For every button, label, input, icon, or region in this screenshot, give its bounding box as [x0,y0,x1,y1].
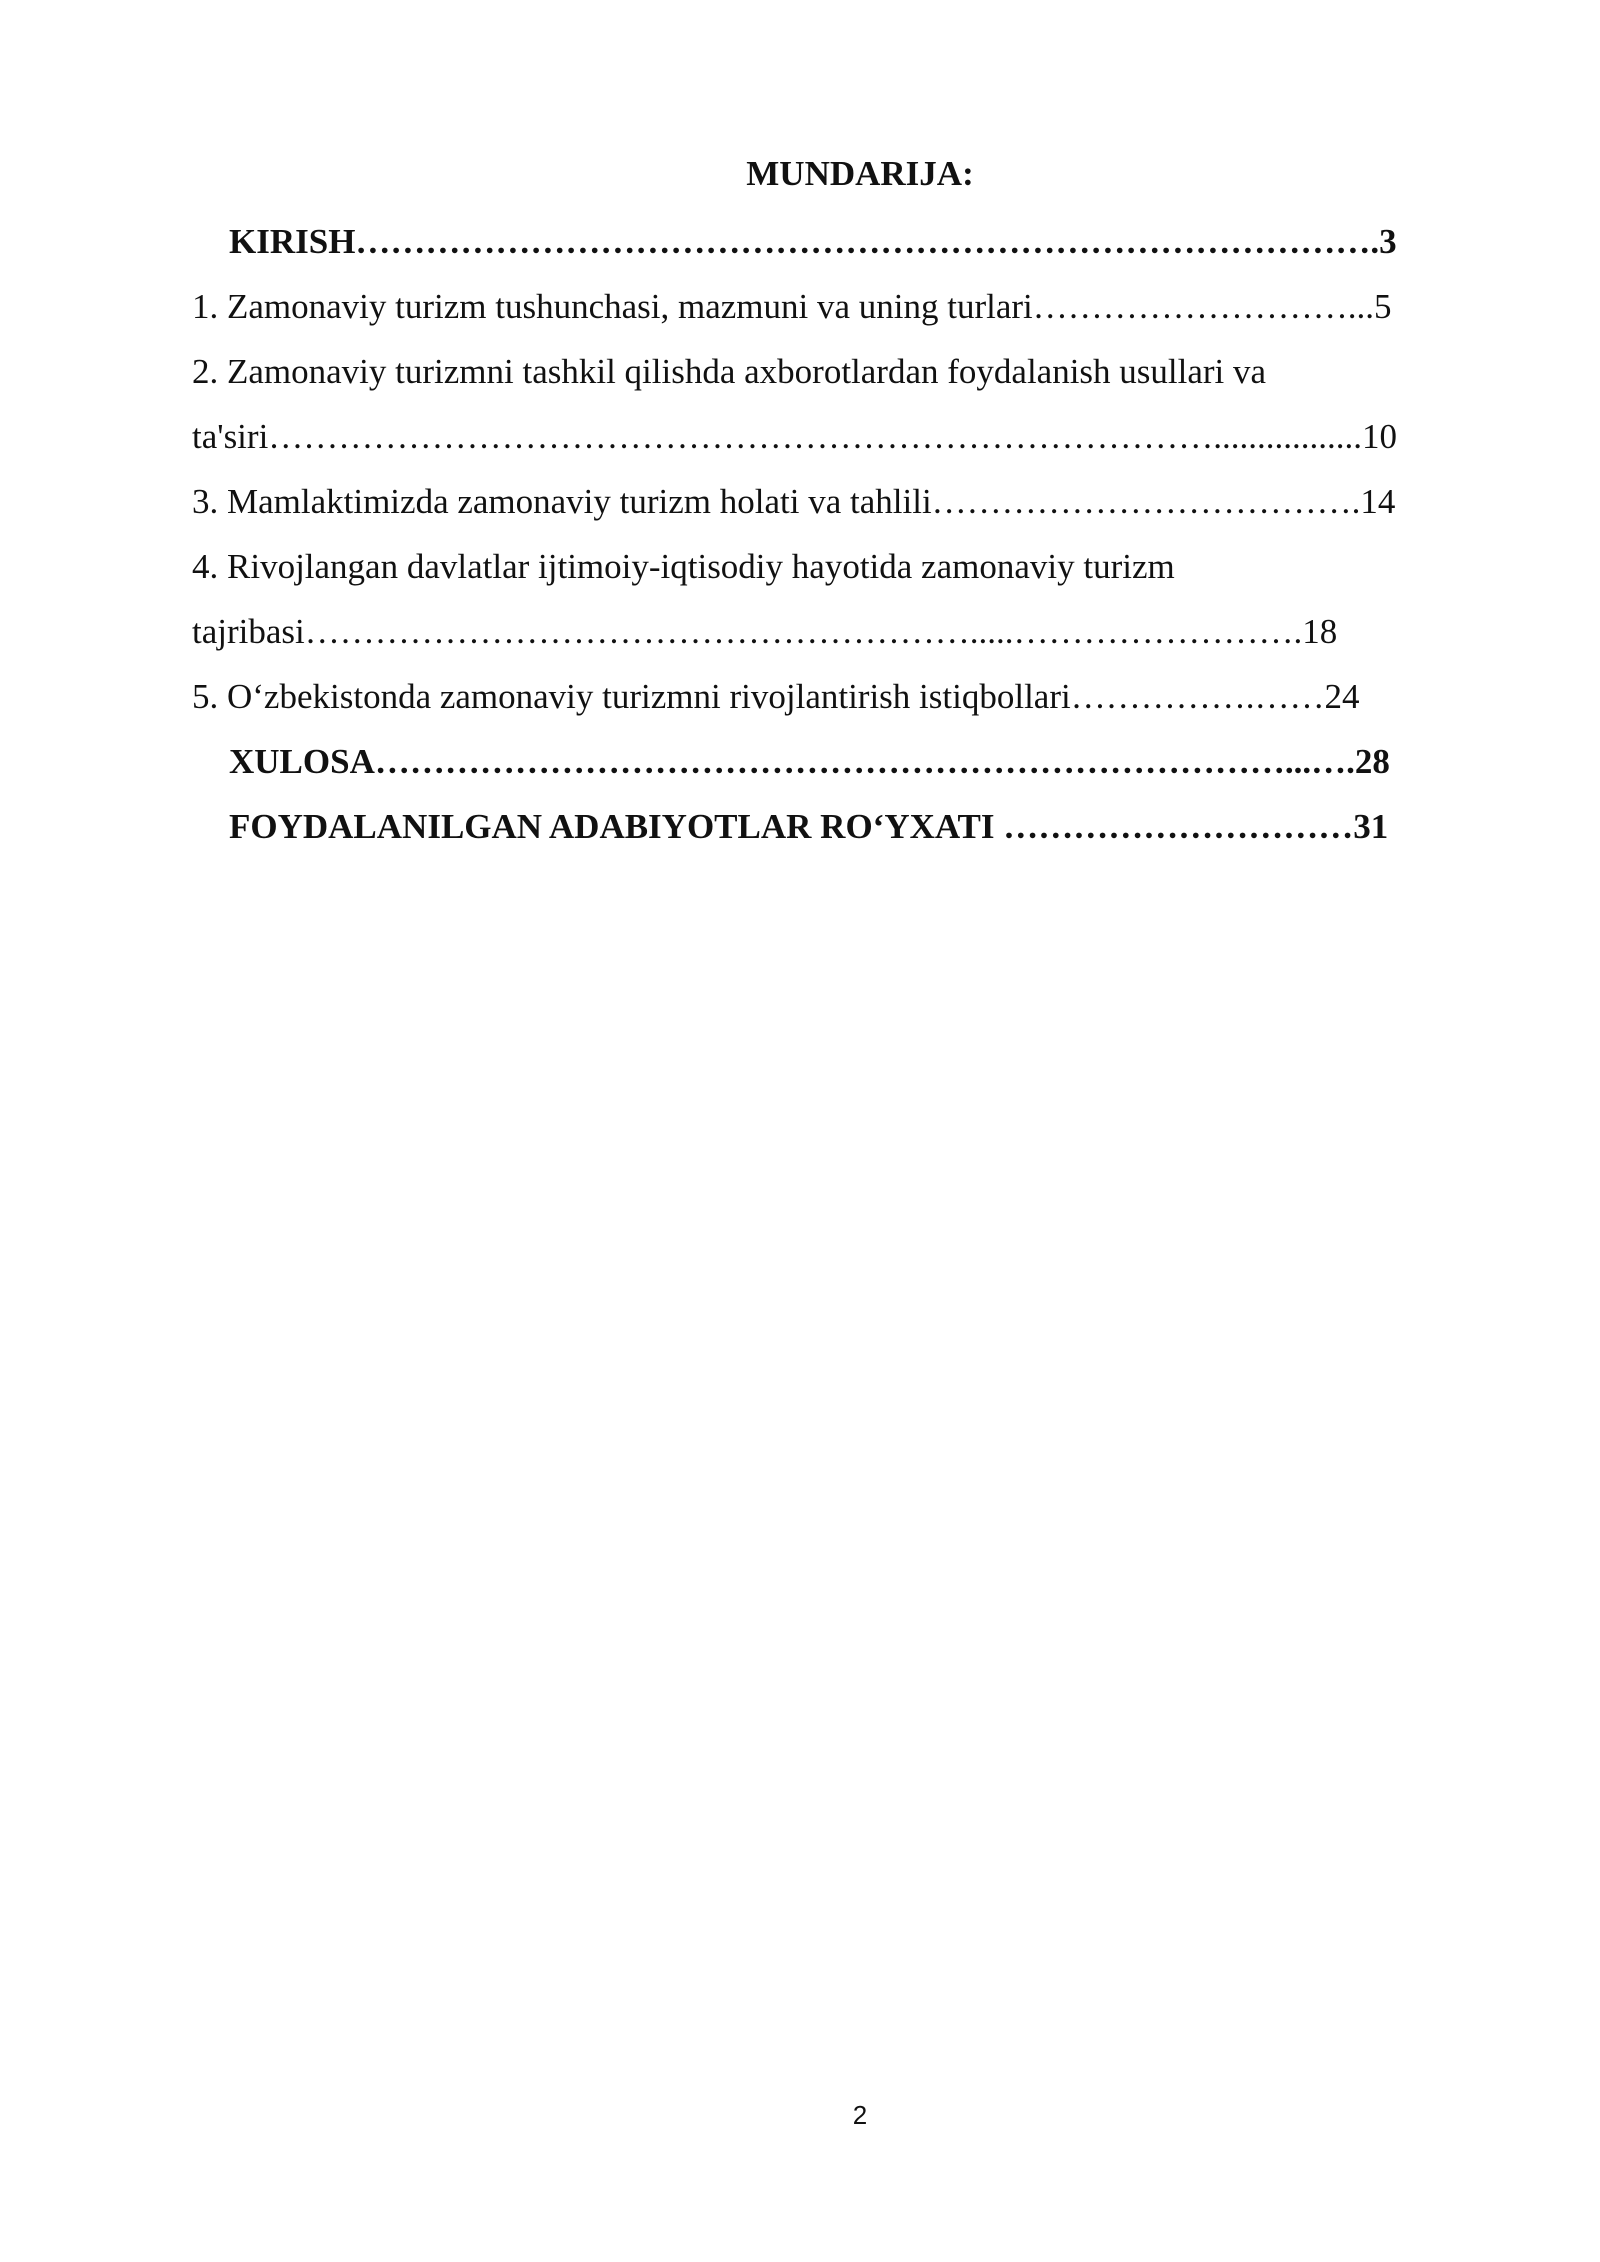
toc-entry-1[interactable]: 1. Zamonaviy turizm tushunchasi, mazmuni va uning turlari………………………...5 [192,287,1392,326]
toc-entry-2[interactable]: 2. Zamonaviy turizmni tashkil qilishda axborotlardan foydalanish usullari va [192,352,1267,391]
toc-entry-5[interactable]: 5. O‘zbekistonda zamonaviy turizmni rivojlantirish istiqbollari…………….……24 [192,677,1360,716]
toc-entry-4[interactable]: 4. Rivojlangan davlatlar ijtimoiy-iqtisodiy hayotida zamonaviy turizm [192,547,1175,586]
table-of-contents [192,216,1490,866]
toc-entry-xulosa[interactable]: XULOSA……………………………………………………………………...….28 [229,742,1390,781]
toc-entry-kirish[interactable]: KIRISH…………………………………………………………………………….3 [229,222,1397,261]
toc-entry-2-continuation[interactable]: ta'siri……………………………………………………………………….................10 [192,417,1398,456]
page-number: 2 [852,2100,868,2130]
toc-entry-references[interactable]: FOYDALANILGAN ADABIYOTLAR RO‘YXATI …………………………31 [229,807,1389,846]
toc-entry-3[interactable]: 3. Mamlaktimizda zamonaviy turizm holati va tahlili……………………………….14 [192,482,1396,521]
toc-entry-4-continuation[interactable]: tajribasi………………………………………………….....…………………….18 [192,612,1338,651]
toc-heading: MUNDARIJA: [746,154,974,193]
